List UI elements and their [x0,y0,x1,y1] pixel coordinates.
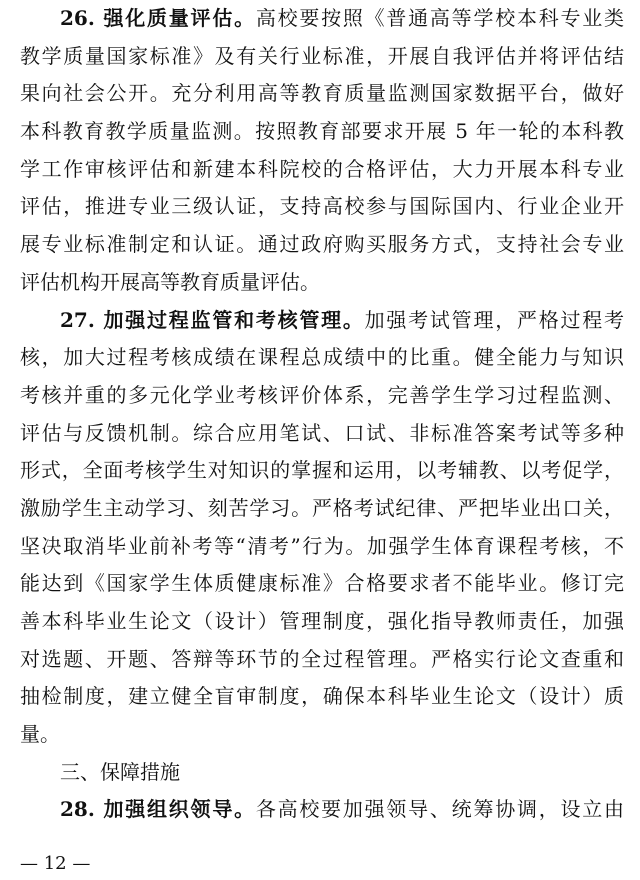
p27-line-4: 评估与反馈机制。综合应用笔试、口试、非标准答案考试等多种 [20,420,624,445]
p27-line-3: 考核并重的多元化学业考核评价体系，完善学生学习过程监测、 [20,382,624,407]
p27-line-5: 形式，全面考核学生对知识的掌握和运用，以考辅教、以考促学， [20,458,624,483]
p26-line-6: 评估，推进专业三级认证，支持高校参与国际国内、行业企业开 [20,194,624,219]
p26-line-2: 教学质量国家标准》及有关行业标准，开展自我评估并将评估结 [20,43,624,68]
p27-line-6: 激励学生主动学习、刻苦学习。严格考试纪律、严把毕业出口关， [20,495,624,520]
p27-line-12: 量。 [20,722,60,747]
p26-line-text: 高校要按照《普通高等学校本科专业类 [255,6,624,30]
p27-line-11: 抽检制度，建立健全盲审制度，确保本科毕业生论文（设计）质 [20,684,624,709]
p28-line-text: 各高校要加强领导、统筹协调，设立由 [255,797,624,822]
p26-lead-in: 26. 强化质量评估。 [60,6,256,30]
p27-line-1 [20,302,624,340]
section-heading: 三、保障措施 [60,759,180,784]
body-text [20,0,624,829]
p27-line-8: 能达到《国家学生体质健康标准》合格要求者不能毕业。修订完 [20,571,624,596]
p27-line-9: 善本科毕业生论文（设计）管理制度，强化指导教师责任，加强 [20,609,624,633]
p27-line-text: 加强考试管理，严格过程考 [364,307,624,332]
p27-lead-in: 27. 加强过程监管和考核管理。 [60,307,365,332]
page-number: — 12 — [20,853,91,874]
p26-line-3: 果向社会公开。充分利用高等教育质量监测国家数据平台，做好 [20,81,624,106]
p26-line-4: 本科教育教学质量监测。按照教育部要求开展 5 年一轮的本科教 [20,119,624,144]
p26-line-7: 展专业标准制定和认证。通过政府购买服务方式，支持社会专业 [20,232,624,257]
p26-line-8: 评估机构开展高等教育质量评估。 [20,269,320,294]
p28-line-1 [20,791,624,829]
p26-line-5: 学工作审核评估和新建本科院校的合格评估，大力开展本科专业 [20,156,624,181]
p27-line-2: 核，加大过程考核成绩在课程总成绩中的比重。健全能力与知识 [20,345,624,370]
p27-line-10: 对选题、开题、答辩等环节的全过程管理。严格实行论文查重和 [20,646,624,671]
p28-lead-in: 28. 加强组织领导。 [60,797,256,822]
p27-line-7: 坚决取消毕业前补考等“清考”行为。加强学生体育课程考核，不 [20,533,624,558]
p26-line-1 [20,0,624,38]
